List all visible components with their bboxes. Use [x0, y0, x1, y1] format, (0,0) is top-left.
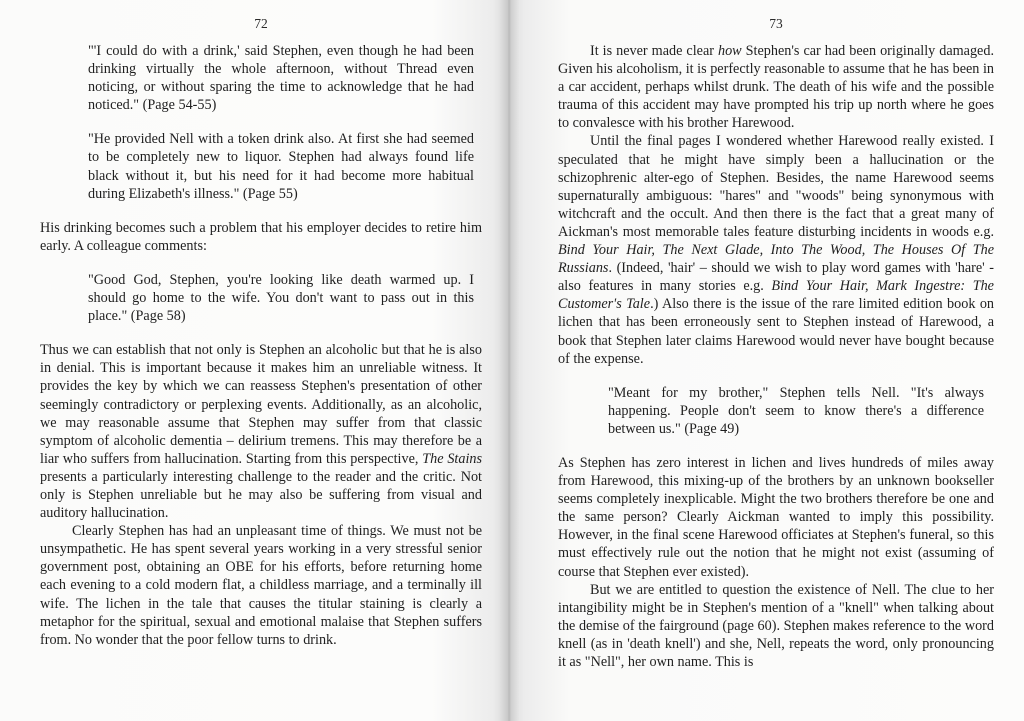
paragraph: Clearly Stephen has had an unpleasant time of things. We must not be unsympathetic. He has spent several years working in a very stressful senior government post, obtaining an OBE for his efforts, before returning home each evening to a cold modern flat, a childless marriage, and a terminally ill wife. The lichen in the tale that causes the titular staining is clearly a metaphor for the spiritual, sexual and emotional malaise that Stephen suffers from. No wonder that the poor fellow turns to drink.	[40, 523, 482, 648]
block-quote: "He provided Nell with a token drink also. At first she had seemed to be completely new to liquor. Stephen had always found life black without it, but his need for it had become more habitual during Elizabeth's illness." (Page 55)	[88, 131, 474, 202]
block-quote: "'I could do with a drink,' said Stephen, even though he had been drinking virtually the whole afternoon, without Thread even noticing, or without sparing the time to acknowledge that he had noticed." (Page 54-55)	[88, 43, 474, 114]
paragraph: As Stephen has zero interest in lichen and lives hundreds of miles away from Harewood, this mixing-up of the brothers by an unknown bookseller seems completely inexplicable. Might the two brothers therefore be one and the same person? Clearly Aickman wanted to imply this possibility. However, in the final scene Harewood officiates at Stephen's funeral, so this must effectively rule out the notion that he might not exist (assuming of course that Stephen ever existed).	[558, 454, 994, 580]
paragraph: His drinking becomes such a problem that his employer decides to retire him early. A colleague comments:	[40, 219, 482, 254]
paragraph: Thus we can establish that not only is Stephen an alcoholic but that he is also in denial. This is important because it makes him an unreliable witness. It provides the key by which we can reassess Stephen's presentation of other seemingly contradictory or perplexing events. Additionally, as an alcoholic, we may reasonable assume that Stephen may suffer from that classic symptom of alcoholic dementia – delirium tremens. This may therefore be a liar who suffers from hallucination. Starting from this perspective, The Stains presents a particularly interesting challenge to the reader and the critic. Not only is Stephen unreliable but he may also be suffering from visual and auditory hallucination.	[40, 342, 483, 522]
block-quote: "Meant for my brother," Stephen tells Nell. "It's always happening. People don't seem to know there's a difference between us." (Page 49)	[608, 384, 984, 437]
page-number: 73	[769, 16, 783, 31]
left-page	[0, 0, 508, 721]
paragraph: It is never made clear how Stephen's car had been originally damaged. Given his alcoholism, it is perfectly reasonable to assume that he has been in a car accident, perhaps whilst drunk. The death of his wife and the possible trauma of this accident may have prompted his trip up north where he goes to convalesce with his brother Harewood.	[558, 43, 994, 132]
left-page-text	[40, 42, 482, 649]
page-number: 72	[254, 16, 268, 31]
block-quote: "Good God, Stephen, you're looking like death warmed up. I should go home to the wife. You don't want to pass out in this place." (Page 58)	[88, 271, 474, 325]
paragraph: Until the final pages I wondered whether Harewood really existed. I speculated that he might have simply been a hallucination or the schizophrenic alter-ego of Stephen. Besides, the name Harewood seems supernaturally ambiguous: "hares" and "woods" being synonymous with witchcraft and the occult. And then there is the fact that a great many of Aickman's most memorable tales feature disturbing incidents in woods e.g. Bind Your Hair, The Next Glade, Into The Wood, The Houses Of The Russians. (Indeed, 'hair' – should we wish to play word games with 'hare' - also features in many stories e.g. Bind Your Hair, Mark Ingestre: The Customer's Tale.) Also there is the issue of the rare limited edition book on lichen that has been erroneously sent to Stephen instead of Harewood, a book that Stephen later claims Harewood would never have bought because of the expense.	[558, 133, 995, 367]
book-gutter	[498, 0, 520, 721]
right-page	[508, 0, 1024, 721]
paragraph: But we are entitled to question the existence of Nell. The clue to her intangibility might be in Stephen's mention of a "knell" when talking about the demise of the fairground (page 60). Stephen makes reference to the word knell (as in 'death knell') and she, Nell, repeats the word, only pronouncing it as "Nell", her own name. This is	[558, 581, 994, 670]
